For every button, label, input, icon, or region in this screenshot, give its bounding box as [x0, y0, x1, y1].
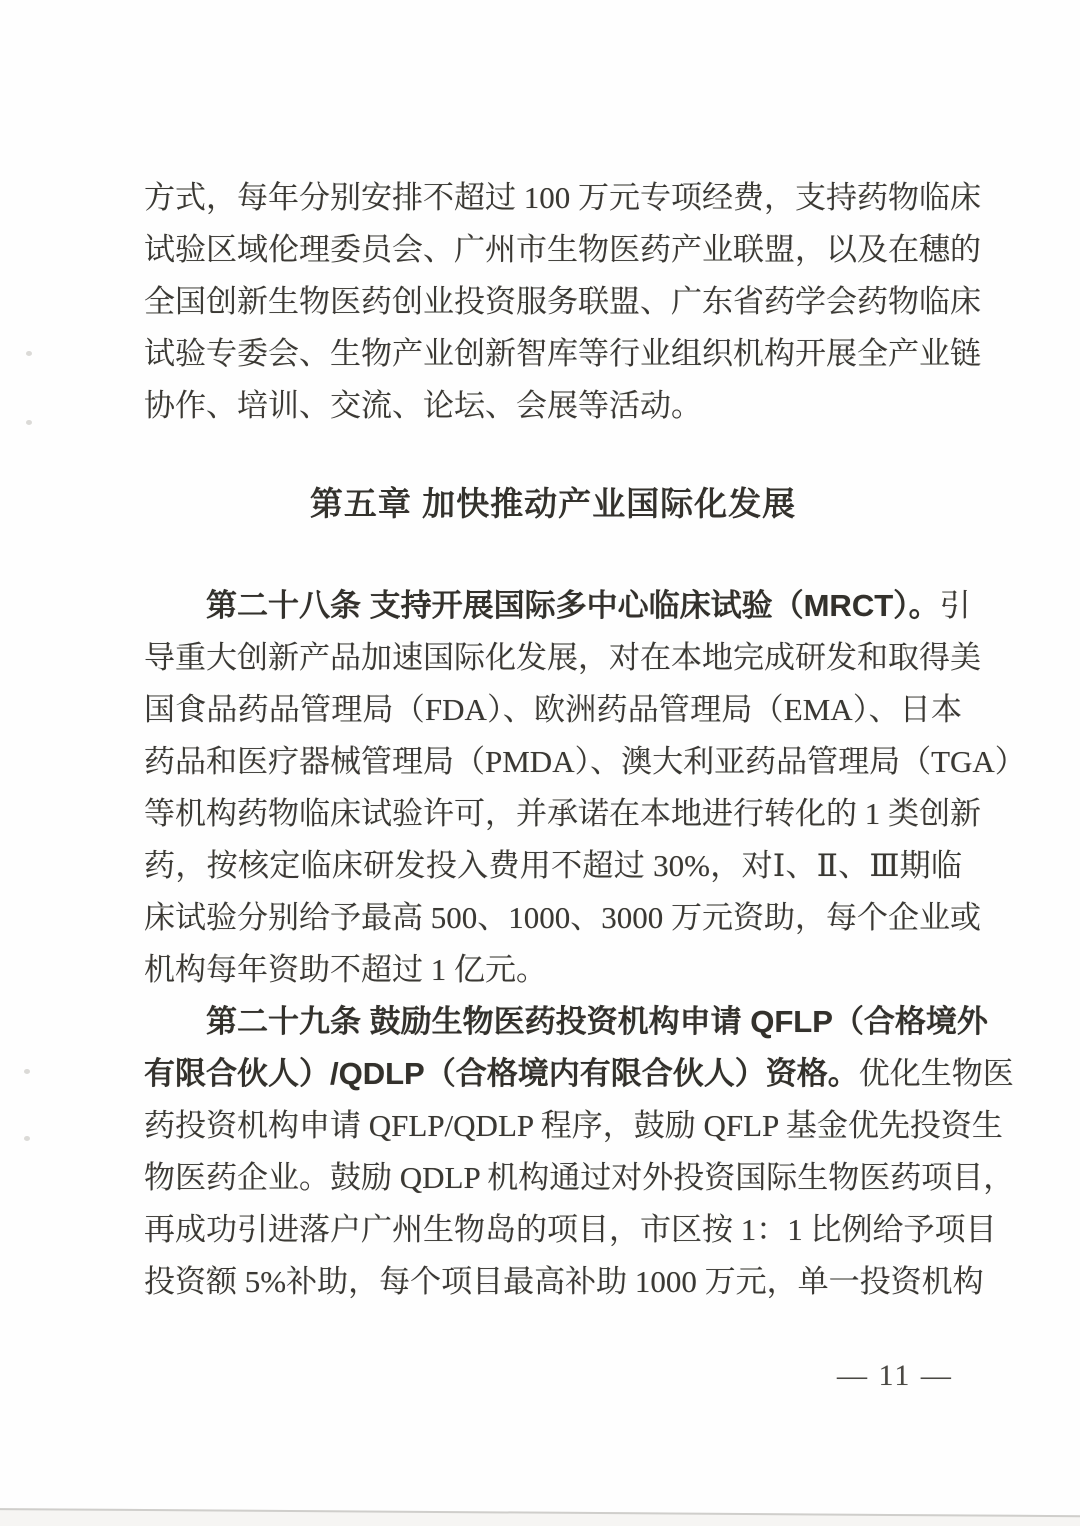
text-run: 国食品药品管理局（FDA）、欧洲药品管理局（EMA）、日本 — [144, 692, 962, 727]
text-line — [144, 684, 962, 736]
text-run: 药投资机构申请 QFLP/QDLP 程序，鼓励 QFLP 基金优先投资生 — [144, 1108, 1003, 1143]
text-run: 物医药企业。鼓励 QDLP 机构通过对外投资国际生物医药项目， — [144, 1160, 1015, 1195]
text-run: 导重大创新产品加速国际化发展，对在本地完成研发和取得美 — [144, 640, 981, 675]
text-run: 全国创新生物医药创业投资服务联盟、广东省药学会药物临床 — [144, 284, 981, 319]
text-line — [144, 632, 981, 684]
text-line — [144, 736, 1026, 788]
text-line — [144, 172, 981, 224]
bold-text-run: 第二十九条 鼓励生物医药投资机构申请 QFLP（合格境外 — [206, 1004, 988, 1039]
text-line — [144, 1256, 984, 1308]
text-line — [144, 840, 962, 892]
text-run: 试验区域伦理委员会、广州市生物医药产业联盟，以及在穗的 — [144, 232, 981, 267]
text-line — [144, 224, 981, 276]
text-run: 投资额 5%补助，每个项目最高补助 1000 万元，单一投资机构 — [144, 1264, 984, 1299]
text-run: 协作、培训、交流、论坛、会展等活动。 — [144, 388, 702, 423]
scan-speck — [24, 1069, 30, 1074]
text-run: 引 — [939, 588, 971, 623]
text-run: 试验专委会、生物产业创新智库等行业组织机构开展全产业链 — [144, 336, 981, 371]
text-line — [144, 580, 971, 632]
paragraph-article-29 — [144, 996, 1015, 1308]
text-line — [144, 1100, 1003, 1152]
text-run: 机构每年资助不超过 1 亿元。 — [144, 952, 547, 987]
text-line — [144, 1048, 1014, 1100]
chapter-heading: 第五章 加快推动产业国际化发展 — [309, 485, 797, 522]
text-line — [144, 788, 981, 840]
text-line — [144, 276, 981, 328]
scan-speck — [24, 1136, 30, 1141]
bold-text-run: 第二十八条 支持开展国际多中心临床试验（MRCT）。 — [206, 588, 940, 623]
text-run: 方式，每年分别安排不超过 100 万元专项经费，支持药物临床 — [144, 180, 981, 215]
paragraph-continuation — [144, 172, 981, 432]
text-line — [144, 944, 962, 996]
text-line — [144, 328, 981, 380]
text-run: 再成功引进落户广州生物岛的项目，市区按 1：1 比例给予项目 — [144, 1212, 997, 1247]
scan-speck — [26, 351, 32, 356]
text-run: 优化生物医 — [858, 1056, 1014, 1091]
text-line — [144, 892, 981, 944]
text-run: 药，按核定临床研发投入费用不超过 30%，对Ⅰ、Ⅱ、Ⅲ期临 — [144, 848, 962, 883]
paper-edge-shadow — [0, 1508, 1080, 1526]
text-run: 药品和医疗器械管理局（PMDA）、澳大利亚药品管理局（TGA） — [144, 744, 1026, 779]
scan-speck — [26, 420, 32, 425]
text-run: 床试验分别给予最高 500、1000、3000 万元资助，每个企业或 — [144, 900, 981, 935]
paragraph-article-28 — [144, 580, 1026, 996]
footer-page-number: — 11 — — [837, 1359, 953, 1392]
text-line — [144, 996, 988, 1048]
text-line — [144, 380, 962, 432]
text-line — [144, 1204, 997, 1256]
bold-text-run: 有限合伙人）/QDLP（合格境内有限合伙人）资格。 — [144, 1056, 859, 1091]
text-run: 等机构药物临床试验许可，并承诺在本地进行转化的 1 类创新 — [144, 796, 981, 831]
text-line — [144, 1152, 1015, 1204]
